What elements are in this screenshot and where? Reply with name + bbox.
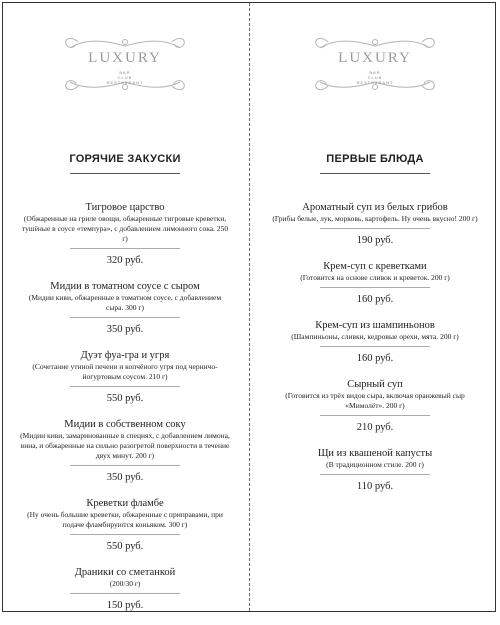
menu-item xyxy=(260,378,490,434)
menu-items xyxy=(260,201,490,493)
item-divider xyxy=(70,534,180,535)
item-name: Сырный суп xyxy=(347,379,403,390)
item-name: Мидии в собственном соку xyxy=(64,419,186,430)
menu-item xyxy=(10,418,240,484)
item-divider xyxy=(320,287,430,288)
logo xyxy=(10,30,240,130)
item-name: Крем-суп из шампиньонов xyxy=(315,320,435,331)
menu-item xyxy=(260,260,490,306)
item-price: 110 руб. xyxy=(356,481,394,492)
item-divider xyxy=(320,415,430,416)
item-price: 350 руб. xyxy=(106,472,144,483)
item-divider xyxy=(320,474,430,475)
item-divider xyxy=(70,465,180,466)
item-name: Ароматный суп из белых грибов xyxy=(302,202,448,213)
item-description: (Ну очень большие креветки, обжаренные с приправами, при подаче фламбируются коньяком. 300 г) xyxy=(27,510,223,529)
item-price: 350 руб. xyxy=(106,324,144,335)
left-column xyxy=(10,0,240,625)
item-name: Мидии в томатном соусе с сыром xyxy=(50,281,200,292)
logo-sub-line: CLUB xyxy=(367,75,383,80)
item-price: 190 руб. xyxy=(356,235,394,246)
item-divider xyxy=(70,593,180,594)
item-description: (Обжаренные на гриле овощи, обжаренные тигровые креветки, тушёные в соусе «темпура», с добавлением лимонного сока. 250 г) xyxy=(21,214,229,243)
item-description: (Мидии киви, обжаренные в томатном соусе, с добавлением сыра. 300 г) xyxy=(28,293,222,312)
menu-item xyxy=(260,201,490,247)
logo-sub-line: BAR xyxy=(119,70,131,75)
item-name: Крем-суп с креветками xyxy=(323,261,427,272)
menu-item xyxy=(10,201,240,267)
item-description: (Готовится на основе сливок и креветок. 200 г) xyxy=(300,273,450,282)
item-description: (Готовится из трёх видов сыра, включая оранжевый сыр «Мимолёт». 200 г) xyxy=(285,391,465,410)
right-column xyxy=(260,0,490,506)
item-name: Драники со сметанкой xyxy=(74,567,176,578)
menu-items xyxy=(10,201,240,612)
logo-wordmark: LUXURY xyxy=(88,50,162,66)
item-description: (Шампиньоны, сливки, кедровые орехи, мята. 200 г) xyxy=(291,332,459,341)
logo-subtitle xyxy=(260,70,490,85)
item-name: Тигровое царство xyxy=(85,202,165,213)
logo-wordmark: LUXURY xyxy=(338,50,412,66)
item-price: 210 руб. xyxy=(356,422,394,433)
item-description: (Мидии киви, замаринованные в специях, с добавлением лимона, вина, и обжаренные на сильно разогретой поверхности в течение двух минут. 200 г) xyxy=(20,431,230,460)
logo-subtitle xyxy=(10,70,240,85)
menu-item xyxy=(10,280,240,336)
section-title: ГОРЯЧИЕ ЗАКУСКИ xyxy=(69,153,181,165)
item-description: (200/30 г) xyxy=(109,579,141,588)
item-price: 320 руб. xyxy=(106,255,144,266)
item-price: 550 руб. xyxy=(106,541,144,552)
item-divider xyxy=(70,248,180,249)
logo-sub-line: RESTAURANT xyxy=(106,80,144,85)
column-divider xyxy=(249,3,250,611)
menu-item xyxy=(10,566,240,612)
logo-sub-line: RESTAURANT xyxy=(356,80,394,85)
item-price: 160 руб. xyxy=(356,353,394,364)
item-divider xyxy=(320,346,430,347)
item-description: (В традиционном стиле. 200 г) xyxy=(326,460,424,469)
section-title: ПЕРВЫЕ БЛЮДА xyxy=(326,153,424,165)
item-description: (Сочетание утиной печени и копчёного угря под черничо-йогуртовым соусом. 210 г) xyxy=(32,362,218,381)
item-divider xyxy=(320,228,430,229)
item-price: 550 руб. xyxy=(106,393,144,404)
item-name: Креветки фламбе xyxy=(86,498,164,509)
item-price: 160 руб. xyxy=(356,294,394,305)
item-price: 150 руб. xyxy=(106,600,144,611)
title-underline xyxy=(70,173,180,174)
logo-sub-line: CLUB xyxy=(117,75,133,80)
title-underline xyxy=(320,173,430,174)
item-divider xyxy=(70,386,180,387)
menu-item xyxy=(10,497,240,553)
item-name: Дуэт фуа-гра и угря xyxy=(80,350,170,361)
menu-item xyxy=(260,447,490,493)
menu-item xyxy=(10,349,240,405)
item-description: (Грибы белые, лук, морковь, картофель. Ну очень вкусно! 200 г) xyxy=(272,214,478,223)
logo-sub-line: BAR xyxy=(369,70,381,75)
logo xyxy=(260,30,490,130)
item-divider xyxy=(70,317,180,318)
menu-item xyxy=(260,319,490,365)
item-name: Щи из квашеной капусты xyxy=(317,448,433,459)
